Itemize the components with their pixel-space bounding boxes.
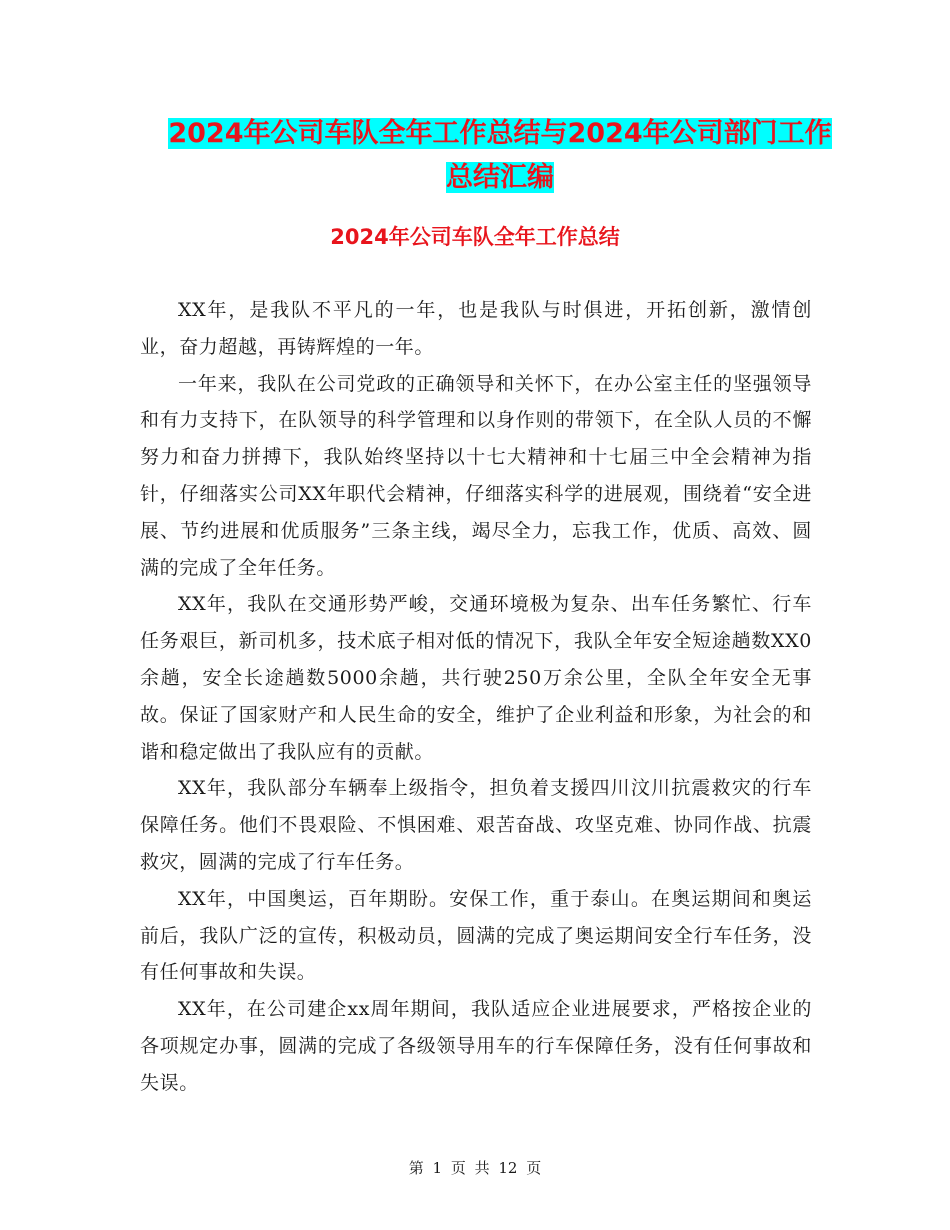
paragraph: 一年来，我队在公司党政的正确领导和关怀下，在办公室主任的坚强领导和有力支持下，在队领导的科学管理和以身作则的带领下，在全队人员的不懈努力和奋力拼搏下，我队始终坚持以十七大精神和十七届三中全会精神为指针，仔细落实公司XX年职代会精神，仔细落实科学的进展观，围绕着“安全进展、节约进展和优质服务”三条主线，竭尽全力，忘我工作，优质、高效、圆满的完成了全年任务。 [140, 372, 812, 579]
section-title: 2024年公司车队全年工作总结 [330, 225, 620, 249]
paragraph: XX年，我队部分车辆奉上级指令，担负着支援四川汶川抗震救灾的行车保障任务。他们不畏艰险、不惧困难、艰苦奋战、攻坚克难、协同作战、抗震救灾，圆满的完成了行车任务。 [140, 777, 812, 873]
document-body [140, 292, 812, 1102]
document-title-line2: 总结汇编 [446, 162, 554, 193]
paragraph: XX年，我队在交通形势严峻，交通环境极为复杂、出车任务繁忙、行车任务艰巨，新司机多，技术底子相对低的情况下，我队全年安全短途趟数XX0余趟，安全长途趟数5000余趟，共行驶250万余公里，全队全年安全无事故。保证了国家财产和人民生命的安全，维护了企业利益和形象，为社会的和谐和稳定做出了我队应有的贡献。 [140, 593, 812, 763]
paragraph: XX年，中国奥运，百年期盼。安保工作，重于泰山。在奥运期间和奥运前后，我队广泛的宣传，积极动员，圆满的完成了奥运期间安全行车任务，没有任何事故和失误。 [140, 887, 812, 984]
page-number-footer: 第 1 页 共 12 页 [408, 1159, 542, 1177]
document-title-line1: 2024年公司车队全年工作总结与2024年公司部门工作 [168, 118, 832, 149]
paragraph: XX年，在公司建企xx周年期间，我队适应企业进展要求，严格按企业的各项规定办事，圆满的完成了各级领导用车的行车保障任务，没有任何事故和失误。 [140, 998, 812, 1094]
document-title [140, 112, 860, 200]
paragraph: XX年，是我队不平凡的一年，也是我队与时俱进，开拓创新，激情创业，奋力超越，再铸辉煌的一年。 [140, 299, 812, 358]
